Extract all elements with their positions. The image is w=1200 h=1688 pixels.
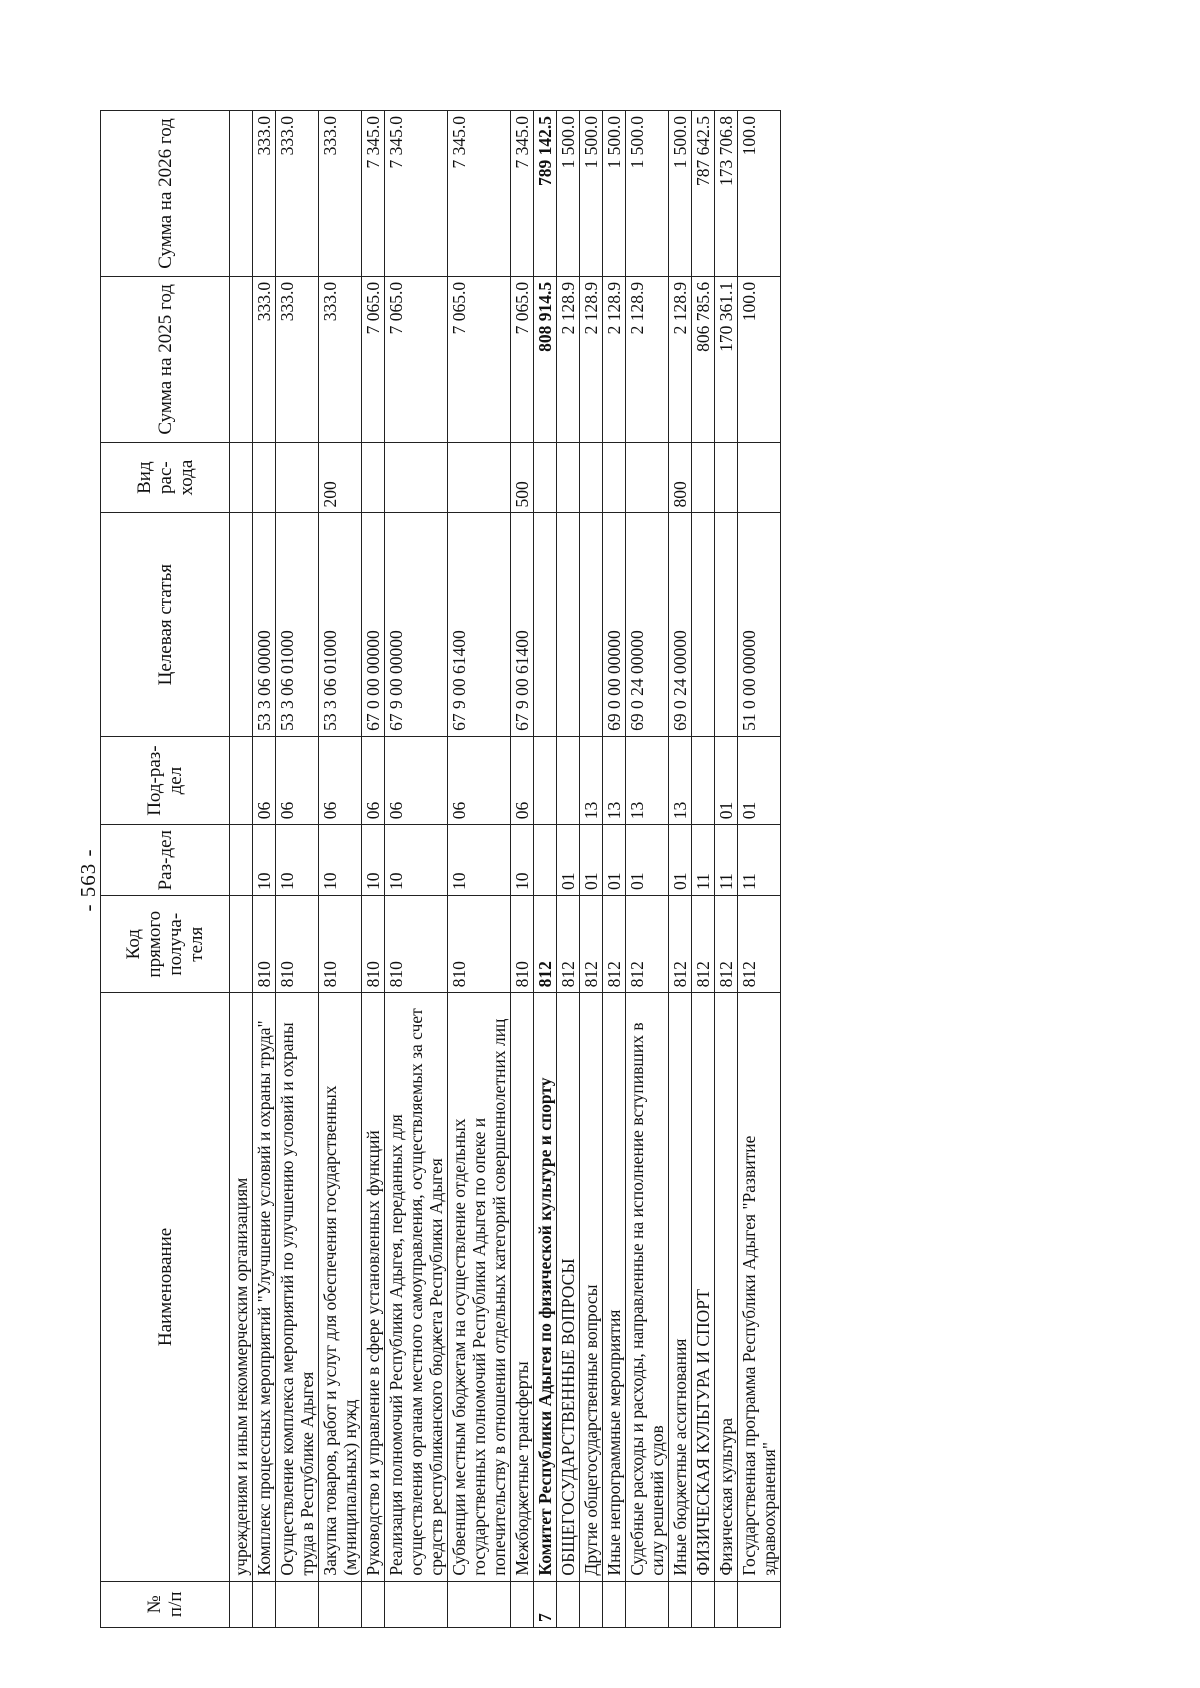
cell-name: Закупка товаров, работ и услуг для обеспечения государственных (муниципальных) нужд <box>319 993 362 1581</box>
cell-target: 69 0 24 00000 <box>669 513 692 736</box>
cell-name: Реализация полномочий Республики Адыгея, переданных для осуществления органам местного самоуправления, осуществляемых за счет средств республиканского бюджета Республики Адыгея <box>385 993 448 1581</box>
cell-section: 01 <box>557 825 580 896</box>
cell-section: 11 <box>738 825 781 896</box>
cell-no <box>276 1581 319 1627</box>
cell-subsection: 01 <box>738 736 781 824</box>
cell-sum-2026: 7 345.0 <box>385 111 448 277</box>
cell-target <box>230 513 253 736</box>
cell-target <box>715 513 738 736</box>
cell-code: 810 <box>253 896 276 993</box>
header-kind: Вид рас-хода <box>101 442 230 513</box>
cell-code: 812 <box>738 896 781 993</box>
cell-name: Судебные расходы и расходы, направленные на исполнение вступивших в силу решений судов <box>626 993 669 1581</box>
cell-no <box>715 1581 738 1627</box>
table-header <box>101 111 230 1628</box>
cell-target: 53 3 06 01000 <box>276 513 319 736</box>
page-number: - 563 - <box>76 848 100 912</box>
cell-section: 11 <box>715 825 738 896</box>
cell-target <box>557 513 580 736</box>
cell-section: 10 <box>276 825 319 896</box>
cell-name: учреждениям и иным некоммерческим организациям <box>230 993 253 1581</box>
cell-sum-2025: 7 065.0 <box>362 276 385 442</box>
budget-table <box>100 110 781 1628</box>
table-row <box>738 111 781 1628</box>
cell-subsection: 06 <box>253 736 276 824</box>
cell-sum-2025 <box>230 276 253 442</box>
cell-target: 69 0 00 00000 <box>603 513 626 736</box>
cell-sum-2026: 7 345.0 <box>362 111 385 277</box>
cell-code: 810 <box>511 896 534 993</box>
cell-sum-2025: 808 914.5 <box>534 276 557 442</box>
cell-code: 810 <box>319 896 362 993</box>
cell-subsection: 06 <box>511 736 534 824</box>
table-row <box>626 111 669 1628</box>
table-row <box>603 111 626 1628</box>
cell-name: Комплекс процессных мероприятий "Улучшение условий и охраны труда" <box>253 993 276 1581</box>
cell-sum-2025: 333.0 <box>319 276 362 442</box>
cell-no <box>692 1581 715 1627</box>
cell-target <box>692 513 715 736</box>
cell-kind: 500 <box>511 442 534 513</box>
cell-name: Государственная программа Республики Адыгея "Развитие здравоохранения" <box>738 993 781 1581</box>
table-row <box>692 111 715 1628</box>
cell-no <box>253 1581 276 1627</box>
cell-sum-2026: 7 345.0 <box>448 111 511 277</box>
cell-code: 812 <box>603 896 626 993</box>
cell-section: 10 <box>362 825 385 896</box>
cell-name: Иные бюджетные ассигнования <box>669 993 692 1581</box>
cell-section: 10 <box>448 825 511 896</box>
header-section: Раз-дел <box>101 825 230 896</box>
cell-code: 812 <box>557 896 580 993</box>
cell-target: 67 9 00 00000 <box>385 513 448 736</box>
cell-kind <box>276 442 319 513</box>
cell-code: 812 <box>692 896 715 993</box>
table-row <box>580 111 603 1628</box>
cell-target: 69 0 24 00000 <box>626 513 669 736</box>
table-row <box>557 111 580 1628</box>
table-row <box>715 111 738 1628</box>
cell-section: 01 <box>603 825 626 896</box>
header-target: Целевая статья <box>101 513 230 736</box>
cell-name: ФИЗИЧЕСКАЯ КУЛЬТУРА И СПОРТ <box>692 993 715 1581</box>
cell-no <box>385 1581 448 1627</box>
cell-sum-2025: 2 128.9 <box>580 276 603 442</box>
cell-kind <box>230 442 253 513</box>
cell-target: 67 9 00 61400 <box>511 513 534 736</box>
cell-sum-2026: 333.0 <box>253 111 276 277</box>
cell-code: 810 <box>362 896 385 993</box>
cell-subsection: 06 <box>448 736 511 824</box>
cell-no <box>511 1581 534 1627</box>
cell-sum-2026: 7 345.0 <box>511 111 534 277</box>
table-row <box>276 111 319 1628</box>
cell-subsection <box>557 736 580 824</box>
cell-no <box>626 1581 669 1627</box>
cell-kind <box>715 442 738 513</box>
cell-kind <box>253 442 276 513</box>
cell-sum-2025: 333.0 <box>253 276 276 442</box>
cell-section: 11 <box>692 825 715 896</box>
table-row <box>511 111 534 1628</box>
table-row <box>534 111 557 1628</box>
cell-section: 10 <box>511 825 534 896</box>
cell-subsection: 13 <box>626 736 669 824</box>
cell-target <box>534 513 557 736</box>
cell-sum-2026: 333.0 <box>276 111 319 277</box>
cell-subsection: 01 <box>715 736 738 824</box>
cell-sum-2025: 333.0 <box>276 276 319 442</box>
header-sum-2026: Сумма на 2026 год <box>101 111 230 277</box>
cell-name: Осуществление комплекса мероприятий по улучшению условий и охраны труда в Республике Адыгея <box>276 993 319 1581</box>
cell-sum-2026: 1 500.0 <box>626 111 669 277</box>
cell-code: 810 <box>276 896 319 993</box>
cell-target <box>580 513 603 736</box>
cell-kind <box>738 442 781 513</box>
cell-sum-2025: 2 128.9 <box>669 276 692 442</box>
cell-code <box>230 896 253 993</box>
cell-sum-2026: 1 500.0 <box>669 111 692 277</box>
cell-code: 812 <box>715 896 738 993</box>
cell-sum-2025: 7 065.0 <box>448 276 511 442</box>
cell-no <box>230 1581 253 1627</box>
cell-sum-2026: 173 706.8 <box>715 111 738 277</box>
cell-sum-2025: 7 065.0 <box>511 276 534 442</box>
header-no: № п/п <box>101 1581 230 1627</box>
cell-kind <box>534 442 557 513</box>
cell-name: Руководство и управление в сфере установленных функций <box>362 993 385 1581</box>
cell-name: Иные непрограммные мероприятия <box>603 993 626 1581</box>
cell-kind <box>448 442 511 513</box>
cell-section: 01 <box>626 825 669 896</box>
cell-kind: 800 <box>669 442 692 513</box>
cell-no <box>557 1581 580 1627</box>
cell-sum-2025: 7 065.0 <box>385 276 448 442</box>
cell-name: ОБЩЕГОСУДАРСТВЕННЫЕ ВОПРОСЫ <box>557 993 580 1581</box>
cell-subsection <box>534 736 557 824</box>
cell-code: 812 <box>580 896 603 993</box>
cell-kind <box>580 442 603 513</box>
cell-sum-2025: 2 128.9 <box>603 276 626 442</box>
table-row <box>448 111 511 1628</box>
cell-no <box>738 1581 781 1627</box>
cell-sum-2025: 2 128.9 <box>557 276 580 442</box>
cell-no <box>448 1581 511 1627</box>
cell-subsection <box>230 736 253 824</box>
cell-code: 812 <box>669 896 692 993</box>
cell-section: 10 <box>253 825 276 896</box>
header-name: Наименование <box>101 993 230 1581</box>
cell-sum-2026: 100.0 <box>738 111 781 277</box>
cell-kind <box>603 442 626 513</box>
cell-code: 812 <box>626 896 669 993</box>
cell-section: 01 <box>580 825 603 896</box>
cell-sum-2026: 1 500.0 <box>603 111 626 277</box>
cell-sum-2026: 789 142.5 <box>534 111 557 277</box>
cell-sum-2026 <box>230 111 253 277</box>
cell-no <box>362 1581 385 1627</box>
cell-sum-2025: 100.0 <box>738 276 781 442</box>
table-row <box>669 111 692 1628</box>
cell-no: 7 <box>534 1581 557 1627</box>
cell-kind <box>557 442 580 513</box>
cell-name: Физическая культура <box>715 993 738 1581</box>
cell-section: 10 <box>319 825 362 896</box>
cell-target: 67 9 00 61400 <box>448 513 511 736</box>
cell-subsection: 06 <box>385 736 448 824</box>
cell-sum-2026: 787 642.5 <box>692 111 715 277</box>
cell-code: 810 <box>385 896 448 993</box>
cell-section <box>534 825 557 896</box>
cell-kind <box>362 442 385 513</box>
cell-subsection <box>692 736 715 824</box>
cell-name: Комитет Республики Адыгея по физической культуре и спорту <box>534 993 557 1581</box>
cell-kind <box>385 442 448 513</box>
table-row <box>253 111 276 1628</box>
cell-section: 01 <box>669 825 692 896</box>
cell-section <box>230 825 253 896</box>
cell-kind <box>692 442 715 513</box>
header-sum-2025: Сумма на 2025 год <box>101 276 230 442</box>
cell-sum-2026: 1 500.0 <box>557 111 580 277</box>
cell-subsection: 13 <box>580 736 603 824</box>
cell-sum-2025: 806 785.6 <box>692 276 715 442</box>
table-row <box>230 111 253 1628</box>
cell-target: 53 3 06 00000 <box>253 513 276 736</box>
cell-name: Другие общегосударственные вопросы <box>580 993 603 1581</box>
cell-section: 10 <box>385 825 448 896</box>
table-row <box>385 111 448 1628</box>
header-row <box>101 111 230 1628</box>
cell-name: Субвенции местным бюджетам на осуществление отдельных государственных полномочий Республики Адыгея по опеке и попечительству в отношении отдельных категорий совершеннолетних лиц <box>448 993 511 1581</box>
cell-subsection: 06 <box>319 736 362 824</box>
cell-subsection: 06 <box>276 736 319 824</box>
table-row <box>362 111 385 1628</box>
cell-sum-2025: 170 361.1 <box>715 276 738 442</box>
cell-subsection: 13 <box>603 736 626 824</box>
table-row <box>319 111 362 1628</box>
cell-code: 812 <box>534 896 557 993</box>
cell-target: 51 0 00 00000 <box>738 513 781 736</box>
cell-sum-2025: 2 128.9 <box>626 276 669 442</box>
cell-sum-2026: 1 500.0 <box>580 111 603 277</box>
table-body <box>230 111 781 1628</box>
header-subsection: Под-раз-дел <box>101 736 230 824</box>
cell-target: 53 3 06 01000 <box>319 513 362 736</box>
cell-name: Межбюджетные трансферты <box>511 993 534 1581</box>
cell-subsection: 13 <box>669 736 692 824</box>
cell-subsection: 06 <box>362 736 385 824</box>
cell-no <box>580 1581 603 1627</box>
cell-kind: 200 <box>319 442 362 513</box>
cell-no <box>669 1581 692 1627</box>
cell-sum-2026: 333.0 <box>319 111 362 277</box>
cell-target: 67 0 00 00000 <box>362 513 385 736</box>
cell-kind <box>626 442 669 513</box>
cell-code: 810 <box>448 896 511 993</box>
rotated-document-page <box>60 80 1060 1680</box>
cell-no <box>603 1581 626 1627</box>
header-code: Код прямого получа-теля <box>101 896 230 993</box>
cell-no <box>319 1581 362 1627</box>
